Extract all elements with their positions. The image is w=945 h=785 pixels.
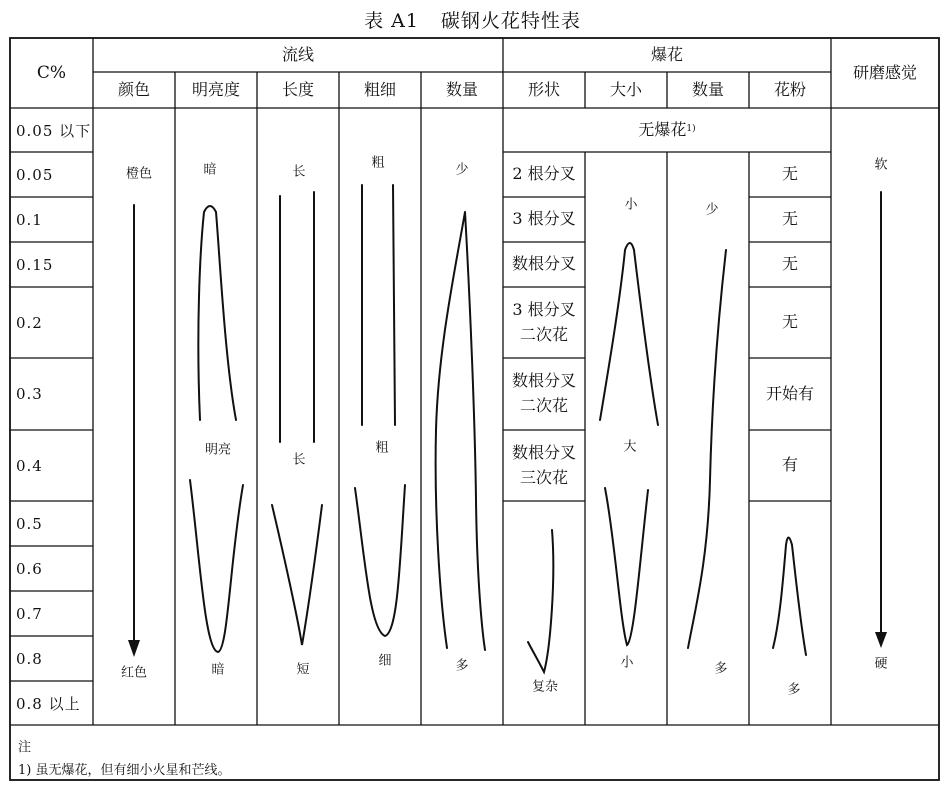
pollen-cell: 无 [781,209,798,229]
grinding-bottom-label: 硬 [874,656,888,672]
size-top-label: 小 [624,197,638,213]
grinding-top-label: 软 [874,157,888,173]
carbon-row: 0.4 [16,456,43,475]
shape-line: 3 根分叉 [512,299,576,319]
burst-quantity-bottom-label: 多 [714,661,728,677]
no-burst-text: 无爆花 [638,119,687,139]
carbon-row: 0.05 [16,165,54,184]
pollen-curve [773,538,806,656]
col-pollen: 花粉 [773,79,806,99]
shape-line: 数根分叉 [511,254,576,274]
carbon-row: 0.6 [16,559,43,578]
thickness-top-label: 粗 [371,155,385,171]
pollen-cell: 无 [781,164,798,184]
header-burst: 爆花 [650,44,683,64]
size-bottom-label: 小 [620,655,634,671]
table-code: 表 A1 [364,10,419,32]
carbon-row: 0.05 以下 [16,121,92,140]
shape-line: 三次花 [519,467,568,487]
shape-cell [503,430,585,501]
col-length: 长度 [281,79,314,99]
burst-quantity-curve [688,250,726,648]
carbon-row: 0.3 [16,385,43,403]
length-top-label: 长 [292,164,306,180]
table-title-text: 碳钢火花特性表 [440,10,581,32]
shape-bottom-label: 复杂 [531,679,559,695]
col-thickness: 粗细 [363,79,396,99]
length-mid-label: 长 [292,452,306,468]
header-grinding: 研磨感觉 [852,62,917,82]
pollen-cell: 有 [781,455,798,475]
carbon-row: 0.2 [16,313,43,332]
color-top-label: 橙色 [125,166,153,182]
shape-line: 2 根分叉 [512,164,576,184]
col-color: 颜色 [117,79,150,99]
pollen-cell: 开始有 [765,383,814,403]
carbon-row: 0.7 [16,604,43,623]
brightness-bottom-label: 暗 [211,662,225,678]
no-burst-cell [503,108,831,152]
footnote-text: 1) 虽无爆花，但有细小火星和芒线。 [18,763,231,778]
carbon-row: 0.1 [16,210,43,229]
pollen-cell: 无 [781,254,798,274]
carbon-row: 0.8 以上 [16,694,81,713]
col-burst-quantity: 数量 [691,79,724,99]
thickness-mid-label: 粗 [375,440,389,456]
size-curve-upper [600,243,658,425]
quantity-bottom-label: 多 [455,658,469,674]
shape-cell [503,358,585,430]
size-curve-lower [605,488,648,645]
shape-cell [503,287,585,358]
brightness-top-label: 暗 [203,162,217,178]
footnote-ref: 1) [686,124,696,135]
burst-quantity-top-label: 少 [705,202,719,218]
shape-line: 数根分叉 [511,442,576,462]
col-brightness: 明亮度 [191,79,240,99]
shape-line: 数根分叉 [511,371,576,391]
header-carbon: C% [36,62,67,83]
carbon-row: 0.8 [16,649,43,668]
thickness-curve-lower [355,485,405,636]
color-bottom-label: 红色 [120,665,148,681]
shape-line: 3 根分叉 [512,209,576,229]
length-bottom-label: 短 [296,662,310,678]
thickness-line-right [393,185,395,425]
shape-cell [503,242,585,287]
quantity-top-label: 少 [455,162,469,178]
length-curve-lower [272,505,322,645]
pollen-bottom-label: 多 [787,682,801,698]
shape-cell [503,197,585,242]
brightness-mid-label: 明亮 [204,442,232,458]
shape-cell [503,152,585,197]
col-shape: 形状 [527,79,560,99]
shape-curve [528,530,553,672]
shape-line: 二次花 [519,396,568,415]
col-size: 大小 [609,79,642,99]
note-heading: 注 [18,740,32,755]
size-mid-label: 大 [623,439,637,455]
brightness-curve-upper [198,206,236,420]
pollen-cell: 无 [781,312,798,332]
brightness-curve-lower [190,480,243,652]
quantity-curve [436,212,485,650]
thickness-bottom-label: 细 [378,653,392,669]
shape-line: 二次花 [519,324,568,344]
carbon-row: 0.5 [16,514,43,533]
carbon-row: 0.15 [16,255,54,274]
header-streamline: 流线 [281,44,314,64]
col-quantity: 数量 [445,79,478,99]
